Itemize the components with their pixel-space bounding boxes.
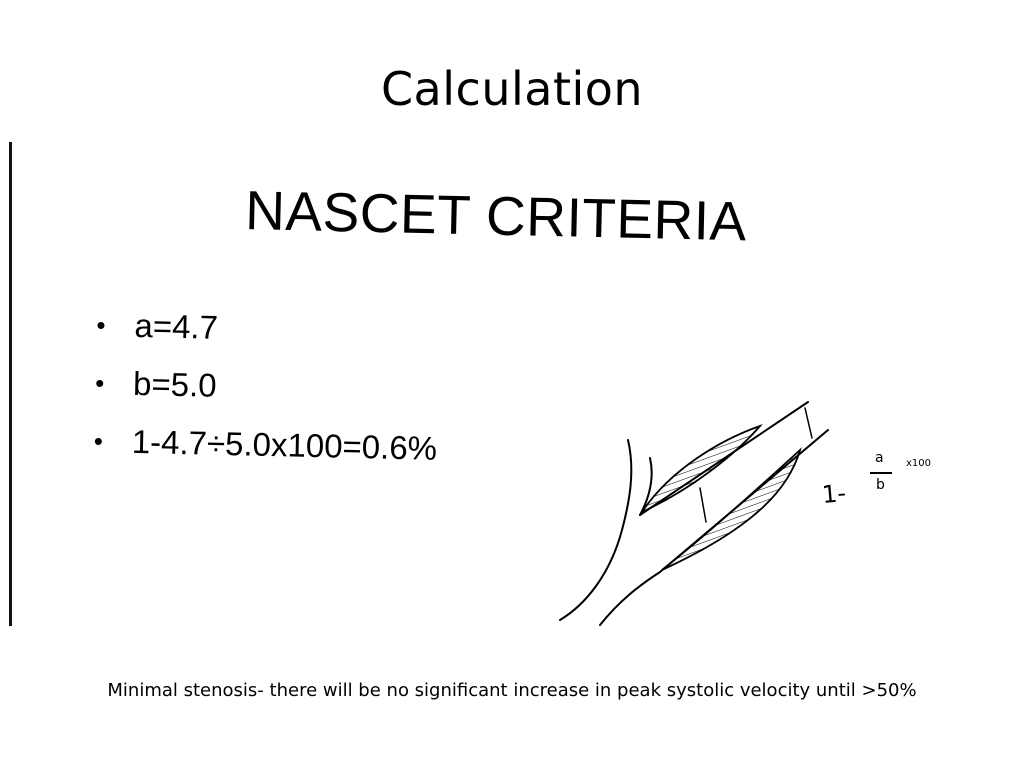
list-item xyxy=(92,360,438,426)
bullet-icon: • xyxy=(93,426,104,457)
caliper-b xyxy=(805,408,812,438)
formula-denominator: b xyxy=(876,477,885,493)
plaque-upper xyxy=(642,426,760,512)
formula-multiplier: x100 xyxy=(906,458,932,469)
scan-edge-line xyxy=(9,142,12,626)
bullet-text: b=5.0 xyxy=(132,364,218,404)
formula-one-minus: 1- xyxy=(820,479,848,509)
bullet-text: a=4.7 xyxy=(134,306,219,346)
slide-title: Calculation xyxy=(380,62,644,116)
list-item xyxy=(94,302,440,368)
caliper-a xyxy=(700,488,706,522)
bullet-icon: • xyxy=(94,368,105,399)
vessel-wall-left xyxy=(560,440,631,620)
list-item xyxy=(91,418,437,484)
handwritten-formula xyxy=(820,450,950,510)
bullet-icon: • xyxy=(96,310,106,341)
bullet-text: 1-4.7÷5.0x100=0.6% xyxy=(131,422,438,467)
figure-heading: NASCET CRITERIA xyxy=(244,178,748,253)
slide-caption: Minimal stenosis- there will be no significant increase in peak systolic velocity until >50% xyxy=(107,680,917,701)
formula-numerator: a xyxy=(875,450,884,466)
criteria-list xyxy=(91,302,440,484)
formula-fraction-bar xyxy=(870,472,892,474)
